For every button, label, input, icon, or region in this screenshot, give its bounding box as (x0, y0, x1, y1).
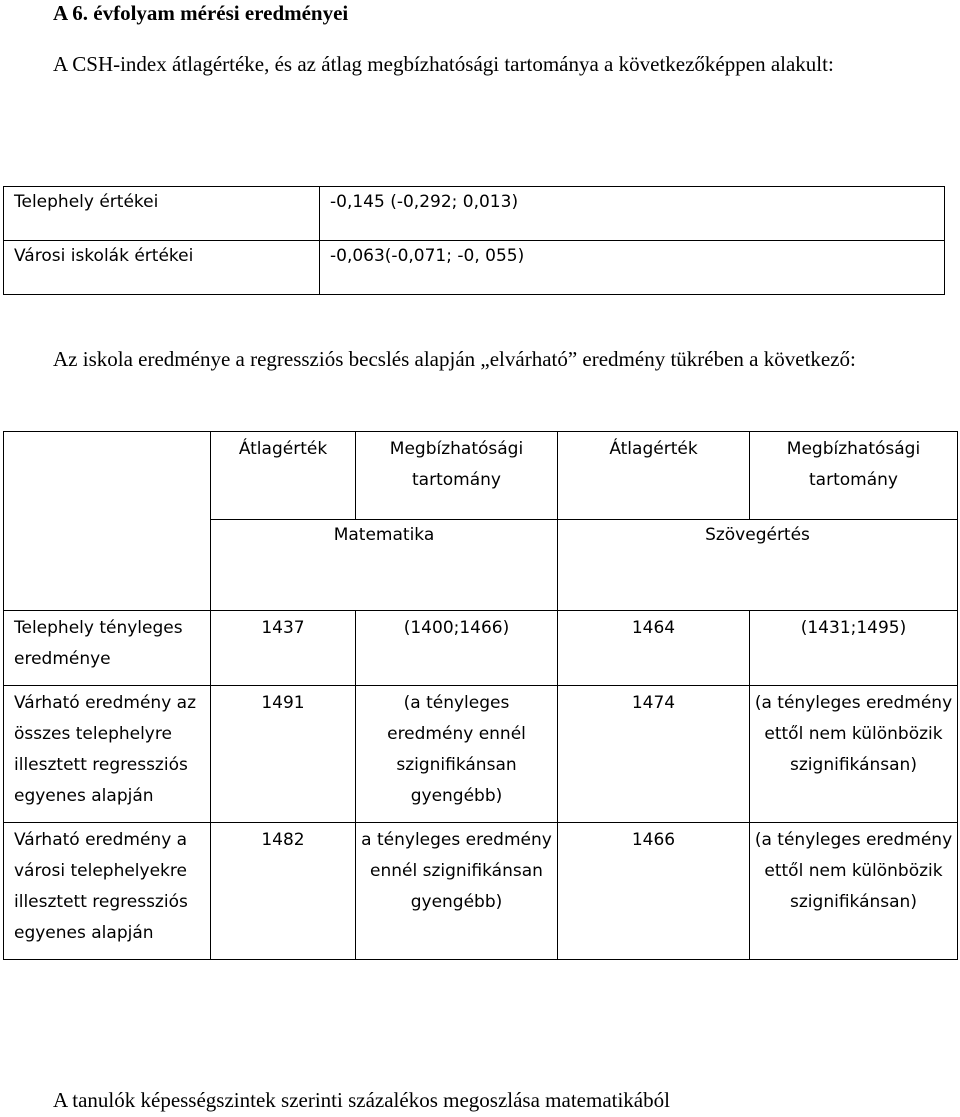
page-heading: A 6. évfolyam mérési eredményei (53, 1, 349, 25)
math-confidence-cell: (1400;1466) (356, 611, 558, 686)
math-confidence-header: Megbízhatósági tartomány (356, 432, 558, 520)
intro-paragraph: A CSH-index átlagértéke, és az átlag megbízhatósági tartománya a következőképpen alakult: (53, 52, 834, 76)
subject-math-header: Matematika (211, 520, 558, 611)
results-table (3, 431, 958, 960)
row-label: Telephely értékei (4, 187, 320, 241)
math-average-cell: 1491 (211, 686, 356, 823)
reading-average-cell: 1474 (558, 686, 750, 823)
math-confidence-cell: a tényleges eredmény ennél szignifikánsan gyengébb) (356, 823, 558, 960)
reading-average-header: Átlagérték (558, 432, 750, 520)
row-label: Telephely tényleges eredménye (4, 611, 211, 686)
math-average-cell: 1482 (211, 823, 356, 960)
table-row (4, 823, 958, 960)
reading-confidence-cell: (a tényleges eredmény ettől nem különbözik szignifikánsan) (750, 823, 958, 960)
table-row (4, 686, 958, 823)
reading-confidence-cell: (1431;1495) (750, 611, 958, 686)
reading-confidence-cell: (a tényleges eredmény ettől nem különbözik szignifikánsan) (750, 686, 958, 823)
regression-paragraph: Az iskola eredménye a regressziós becslés alapján „elvárható” eredmény tükrében a következő: (53, 347, 856, 371)
math-average-cell: 1437 (211, 611, 356, 686)
reading-average-cell: 1464 (558, 611, 750, 686)
csh-index-table (3, 186, 945, 295)
row-label: Várható eredmény a városi telephelyekre illesztett regressziós egyenes alapján (4, 823, 211, 960)
row-value: -0,145 (-0,292; 0,013) (320, 187, 945, 241)
row-value: -0,063(-0,071; -0, 055) (320, 241, 945, 295)
math-average-header: Átlagérték (211, 432, 356, 520)
empty-corner-cell (4, 432, 211, 611)
footer-paragraph: A tanulók képességszintek szerinti százalékos megoszlása matematikából (53, 1088, 670, 1112)
row-label: Várható eredmény az összes telephelyre illesztett regressziós egyenes alapján (4, 686, 211, 823)
reading-average-cell: 1466 (558, 823, 750, 960)
table-row (4, 611, 958, 686)
subject-reading-header: Szövegértés (558, 520, 958, 611)
table-row (4, 187, 945, 241)
table-row (4, 241, 945, 295)
reading-confidence-header: Megbízhatósági tartomány (750, 432, 958, 520)
table-header-row (4, 432, 958, 520)
row-label: Városi iskolák értékei (4, 241, 320, 295)
math-confidence-cell: (a tényleges eredmény ennél szignifikánsan gyengébb) (356, 686, 558, 823)
